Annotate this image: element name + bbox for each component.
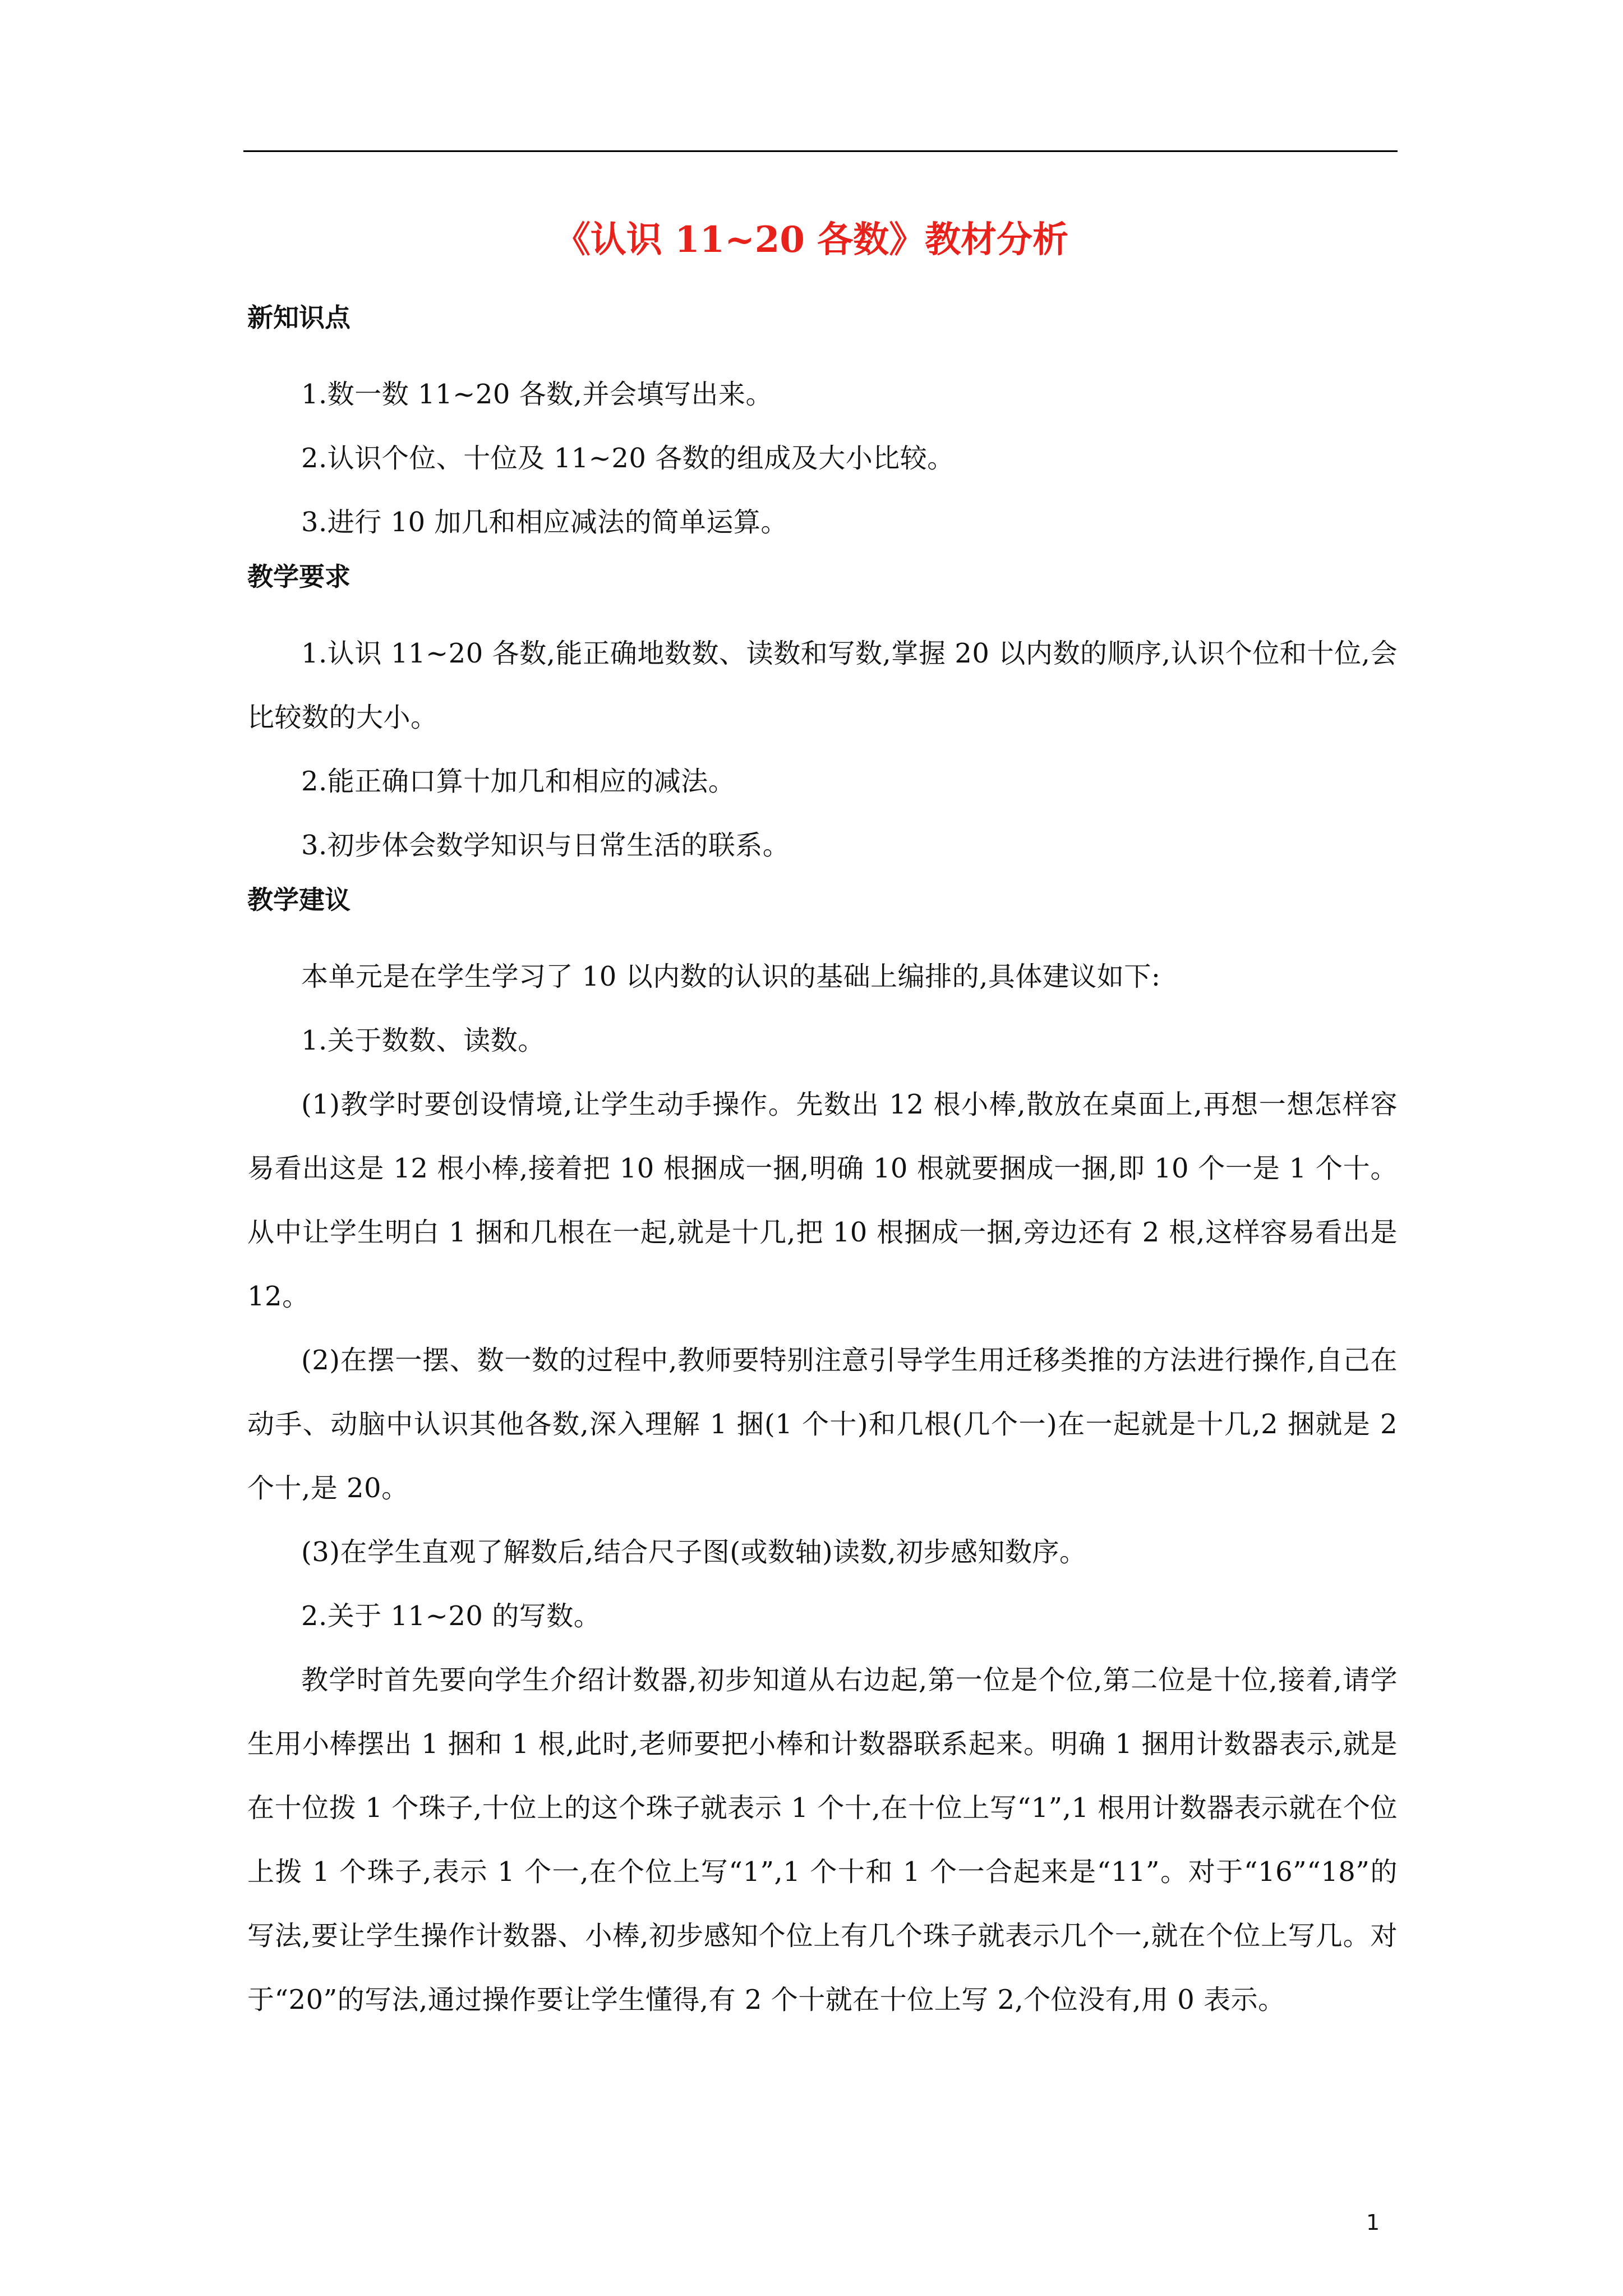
- page-number: 1: [1366, 2210, 1380, 2235]
- paragraph: (1)教学时要创设情境,让学生动手操作。先数出 12 根小棒,散放在桌面上,再想一想怎样容易看出这是 12 根小棒,接着把 10 根捆成一捆,明确 10 根就要捆成一捆,即 10 个一是 1 个十。从中让学生明白 1 捆和几根在一起,就是十几,把 10 根捆成一捆,旁边还有 2 根,这样容易看出是 12。: [247, 1089, 1398, 1312]
- paragraph: 1.数一数 11~20 各数,并会填写出来。: [301, 379, 773, 410]
- paragraph: 2.能正确口算十加几和相应的减法。: [301, 766, 736, 797]
- paragraph: 3.初步体会数学知识与日常生活的联系。: [301, 830, 790, 861]
- paragraph: (2)在摆一摆、数一数的过程中,教师要特别注意引导学生用迁移类推的方法进行操作,自己在动手、动脑中认识其他各数,深入理解 1 捆(1 个十)和几根(几个一)在一起就是十几,2 捆就是 2 个十,是 20。: [247, 1345, 1398, 1504]
- section-heading: 教学建议: [247, 885, 351, 915]
- section-heading: 教学要求: [247, 562, 351, 592]
- document-title: 《认识 11~20 各数》教材分析: [554, 219, 1069, 261]
- header-rule: [243, 150, 1398, 152]
- paragraph: 2.关于 11~20 的写数。: [301, 1600, 601, 1632]
- section-teaching-suggestions: [247, 880, 1398, 2032]
- paragraph: 1.关于数数、读数。: [301, 1025, 545, 1056]
- paragraph: (3)在学生直观了解数后,结合尺子图(或数轴)读数,初步感知数序。: [301, 1536, 1087, 1568]
- paragraph: 教学时首先要向学生介绍计数器,初步知道从右边起,第一位是个位,第二位是十位,接着,请学生用小棒摆出 1 捆和 1 根,此时,老师要把小棒和计数器联系起来。明确 1 捆用计数器表示,就是在十位拨 1 个珠子,十位上的这个珠子就表示 1 个十,在十位上写“1”,1 根用计数器表示就在个位上拨 1 个珠子,表示 1 个一,在个位上写“1”,1 个十和 1 个一合起来是“11”。对于“16”“18”的写法,要让学生操作计数器、小棒,初步感知个位上有几个珠子就表示几个一,就在个位上写几。对于“20”的写法,通过操作要让学生懂得,有 2 个十就在十位上写 2,个位没有,用 0 表示。: [247, 1664, 1398, 2016]
- paragraph: 1.认识 11~20 各数,能正确地数数、读数和写数,掌握 20 以内数的顺序,认识个位和十位,会比较数的大小。: [247, 638, 1398, 733]
- section-heading: 新知识点: [247, 302, 351, 333]
- section-teaching-requirements: [247, 556, 1398, 877]
- paragraph: 3.进行 10 加几和相应减法的简单运算。: [301, 507, 788, 538]
- document-body: [247, 297, 1398, 2032]
- section-new-knowledge: [247, 297, 1398, 554]
- paragraph: 2.认识个位、十位及 11~20 各数的组成及大小比较。: [301, 443, 955, 474]
- paragraph: 本单元是在学生学习了 10 以内数的认识的基础上编排的,具体建议如下:: [301, 961, 1161, 992]
